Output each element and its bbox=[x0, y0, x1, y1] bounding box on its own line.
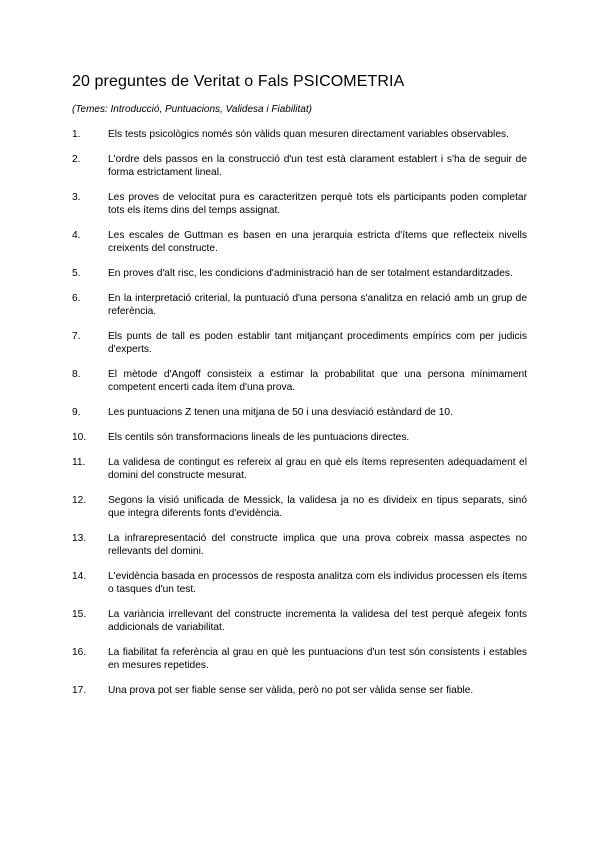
question-item bbox=[0, 267, 600, 280]
document-title: 20 preguntes de Veritat o Fals PSICOMETRIA bbox=[72, 73, 405, 90]
question-item bbox=[0, 330, 600, 356]
document-subtitle: (Temes: Introducció, Puntuacions, Validesa i Fiabilitat) bbox=[72, 104, 312, 115]
question-text: Els centils són transformacions lineals de les puntuacions directes. bbox=[108, 432, 410, 443]
question-text: En proves d'alt risc, les condicions d'administració han de ser totalment estandarditzades. bbox=[108, 268, 513, 279]
question-item bbox=[0, 406, 600, 419]
question-number: 13. bbox=[72, 533, 87, 544]
question-number: 1. bbox=[72, 129, 81, 140]
question-item bbox=[0, 646, 600, 672]
question-item bbox=[0, 368, 600, 394]
question-item bbox=[0, 292, 600, 318]
question-number: 9. bbox=[72, 407, 81, 418]
question-item bbox=[0, 608, 600, 634]
question-number: 10. bbox=[72, 432, 87, 443]
question-number: 8. bbox=[72, 369, 81, 380]
question-list bbox=[0, 128, 600, 709]
question-text: El mètode d'Angoff consisteix a estimar la probabilitat que una persona mínimament competent encerti cada ítem d'una prova. bbox=[108, 369, 527, 393]
question-number: 15. bbox=[72, 609, 87, 620]
question-item bbox=[0, 229, 600, 255]
question-text: Els tests psicològics només són vàlids quan mesuren directament variables observables. bbox=[108, 129, 509, 140]
question-number: 4. bbox=[72, 230, 81, 241]
question-text: Les proves de velocitat pura es caracteritzen perquè tots els participants poden completar tots els ítems dins del temps assignat. bbox=[108, 192, 527, 216]
question-item bbox=[0, 431, 600, 444]
question-item bbox=[0, 128, 600, 141]
question-number: 12. bbox=[72, 495, 87, 506]
question-text: L'ordre dels passos en la construcció d'un test està clarament establert i s'ha de seguir de forma estrictament lineal. bbox=[108, 154, 527, 178]
question-text: Les puntuacions Z tenen una mitjana de 50 i una desviació estàndard de 10. bbox=[108, 407, 453, 418]
question-text: La infrarepresentació del constructe implica que una prova cobreix massa aspectes no rellevants del domini. bbox=[108, 533, 527, 557]
question-item bbox=[0, 456, 600, 482]
question-item bbox=[0, 684, 600, 697]
question-item bbox=[0, 494, 600, 520]
question-number: 17. bbox=[72, 685, 87, 696]
question-text: La variància irrellevant del constructe incrementa la validesa del test perquè afegeix fonts addicionals de variabilitat. bbox=[108, 609, 527, 633]
question-text: La validesa de contingut es refereix al grau en què els ítems representen adequadament el domini del constructe mesurat. bbox=[108, 457, 527, 481]
question-number: 7. bbox=[72, 331, 81, 342]
question-text: Segons la visió unificada de Messick, la validesa ja no es divideix en tipus separats, sinó que integra diferents fonts d'evidència. bbox=[108, 495, 527, 519]
question-item bbox=[0, 570, 600, 596]
question-item bbox=[0, 532, 600, 558]
question-item bbox=[0, 153, 600, 179]
question-text: Les escales de Guttman es basen en una jerarquia estricta d'ítems que reflecteix nivells creixents del constructe. bbox=[108, 230, 527, 254]
question-number: 5. bbox=[72, 268, 81, 279]
question-text: La fiabilitat fa referència al grau en què les puntuacions d'un test són consistents i estables en mesures repetides. bbox=[108, 647, 527, 671]
question-number: 11. bbox=[72, 457, 86, 468]
question-item bbox=[0, 191, 600, 217]
question-text: En la interpretació criterial, la puntuació d'una persona s'analitza en relació amb un grup de referència. bbox=[108, 293, 527, 317]
question-number: 2. bbox=[72, 154, 81, 165]
question-number: 16. bbox=[72, 647, 87, 658]
question-text: Els punts de tall es poden establir tant mitjançant procediments empírics com per judicis d'experts. bbox=[108, 331, 527, 355]
question-number: 3. bbox=[72, 192, 81, 203]
question-text: L'evidència basada en processos de resposta analitza com els individus processen els ítems o tasques d'un test. bbox=[108, 571, 527, 595]
question-text: Una prova pot ser fiable sense ser vàlida, però no pot ser vàlida sense ser fiable. bbox=[108, 685, 474, 696]
question-number: 14. bbox=[72, 571, 87, 582]
question-number: 6. bbox=[72, 293, 81, 304]
